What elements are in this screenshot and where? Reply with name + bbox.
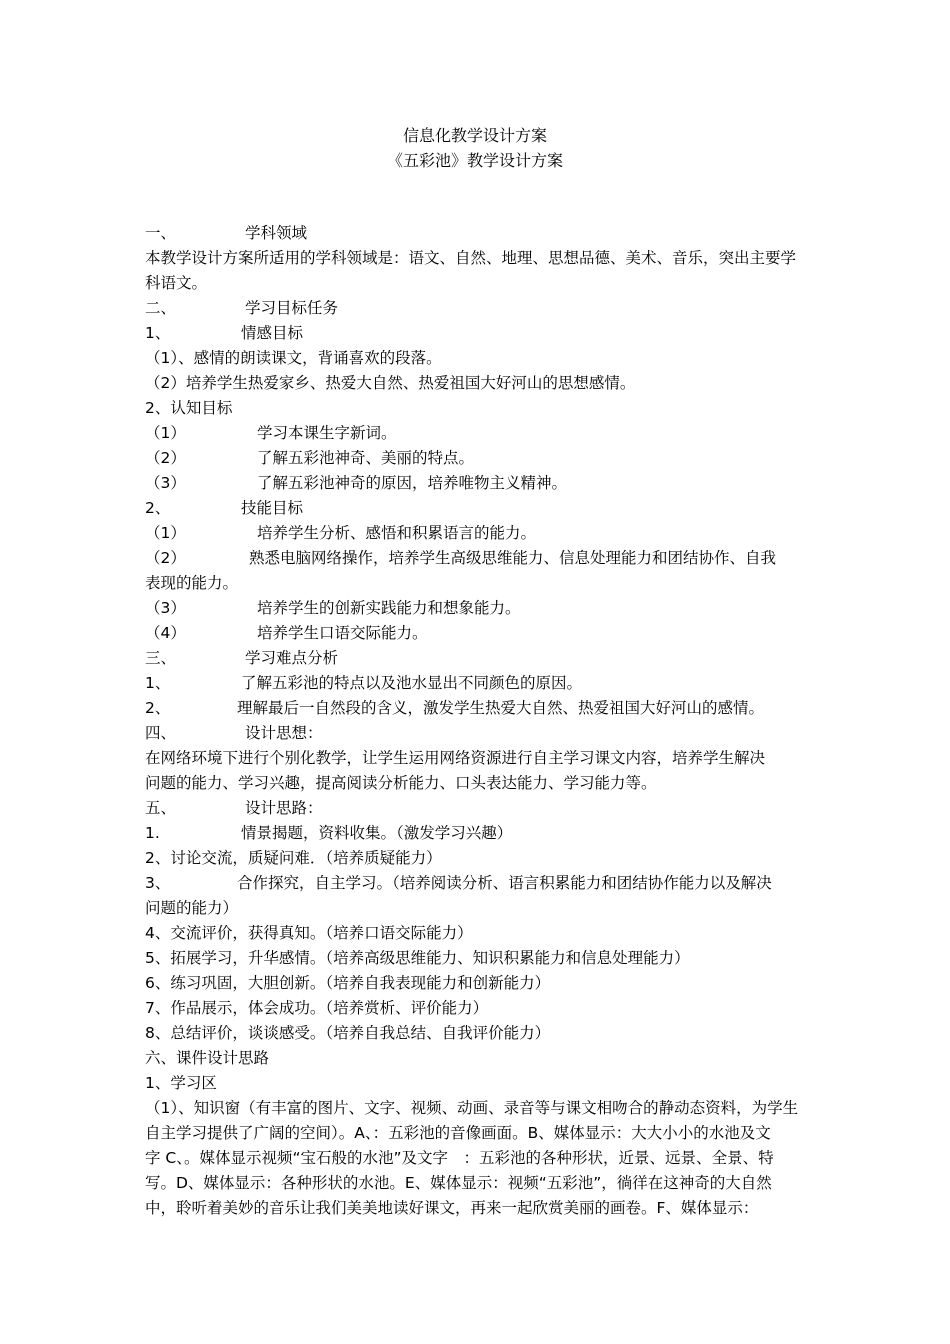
- paragraph-line: 在网络环境下进行个别化教学，让学生运用网络资源进行自主学习课文内容，培养学生解决: [145, 749, 766, 767]
- subheading-learning-area: 1、学习区: [145, 1074, 217, 1092]
- list-item-continuation: 问题的能力）: [145, 899, 239, 917]
- paragraph-line: 科语文。: [145, 274, 208, 292]
- section-heading-learning-goals: 二、 学习目标任务: [145, 299, 339, 317]
- paragraph-line: 字 C、。媒体显示视频“宝石般的水池”及文字 ：五彩池的各种形状，近景、远景、全景、特: [145, 1149, 774, 1167]
- list-item: （1） 学习本课生字新词。: [145, 424, 397, 442]
- section-heading-design-idea: 四、 设计思想：: [145, 724, 323, 742]
- subheading-skill-goals: 2、 技能目标: [145, 499, 304, 517]
- document-subtitle: 《五彩池》教学设计方案: [386, 151, 563, 170]
- list-item: （1）、感情的朗读课文，背诵喜欢的段落。: [145, 349, 442, 367]
- section-heading-subject-area: 一、 学科领域: [145, 224, 308, 242]
- list-item: 6、练习巩固，大胆创新。（培养自我表现能力和创新能力）: [145, 974, 551, 992]
- paragraph-line: （1）、知识窗（有丰富的图片、文字、视频、动画、录音等与课文相吻合的静动态资料，为学生: [145, 1099, 799, 1117]
- list-item: （3） 了解五彩池神奇的原因，培养唯物主义精神。: [145, 474, 568, 492]
- list-item: 4、交流评价，获得真知。（培养口语交际能力）: [145, 924, 473, 942]
- document-body: [145, 221, 810, 1221]
- section-heading-courseware-design: 六、课件设计思路: [145, 1049, 270, 1067]
- list-item: （2）培养学生热爱家乡、热爱大自然、热爱祖国大好河山的思想感情。: [145, 374, 636, 392]
- list-item: 2、讨论交流，质疑问难．（培养质疑能力）: [145, 849, 442, 867]
- subheading-cognitive-goals: 2、认知目标: [145, 399, 233, 417]
- list-item: （2） 了解五彩池神奇、美丽的特点。: [145, 449, 475, 467]
- list-item: 7、作品展示，体会成功。（培养赏析、评价能力）: [145, 999, 489, 1017]
- paragraph-line: 问题的能力、学习兴趣，提高阅读分析能力、口头表达能力、学习能力等。: [145, 774, 657, 792]
- list-item: （2） 熟悉电脑网络操作，培养学生高级思维能力、信息处理能力和团结协作、自我: [145, 549, 777, 567]
- paragraph-line: 写。D、媒体显示：各种形状的水池。E、媒体显示：视频“五彩池”，徜徉在这神奇的大自然: [145, 1174, 772, 1192]
- section-heading-difficulty-analysis: 三、 学习难点分析: [145, 649, 339, 667]
- list-item: 3、 合作探究，自主学习。（培养阅读分析、语言积累能力和团结协作能力以及解决: [145, 874, 772, 892]
- subheading-emotional-goals: 1、 情感目标: [145, 324, 304, 342]
- section-heading-design-approach: 五、 设计思路：: [145, 799, 323, 817]
- paragraph-line: 本教学设计方案所适用的学科领域是：语文、自然、地理、思想品德、美术、音乐，突出主要学: [145, 249, 797, 267]
- list-item: 8、总结评价，谈谈感受。（培养自我总结、自我评价能力）: [145, 1024, 551, 1042]
- list-item: （1） 培养学生分析、感悟和积累语言的能力。: [145, 524, 537, 542]
- list-item: 1. 情景揭题，资料收集。（激发学习兴趣）: [145, 824, 513, 842]
- list-item: 5、拓展学习，升华感情。（培养高级思维能力、知识积累能力和信息处理能力）: [145, 949, 690, 967]
- list-item: 1、 了解五彩池的特点以及池水显出不同颜色的原因。: [145, 674, 583, 692]
- list-item-continuation: 表现的能力。: [145, 574, 239, 592]
- paragraph-line: 自主学习提供了广阔的空间）。A、：五彩池的音像画面。B、媒体显示：大大小小的水池及文: [145, 1124, 771, 1142]
- document-title: 信息化教学设计方案: [402, 126, 547, 145]
- list-item: 2、 理解最后一自然段的含义，激发学生热爱大自然、热爱祖国大好河山的感情。: [145, 699, 765, 717]
- paragraph-line: 中，聆听着美妙的音乐让我们美美地读好课文，再来一起欣赏美丽的画卷。F、媒体显示：: [145, 1199, 759, 1217]
- list-item: （3） 培养学生的创新实践能力和想象能力。: [145, 599, 521, 617]
- list-item: （4） 培养学生口语交际能力。: [145, 624, 428, 642]
